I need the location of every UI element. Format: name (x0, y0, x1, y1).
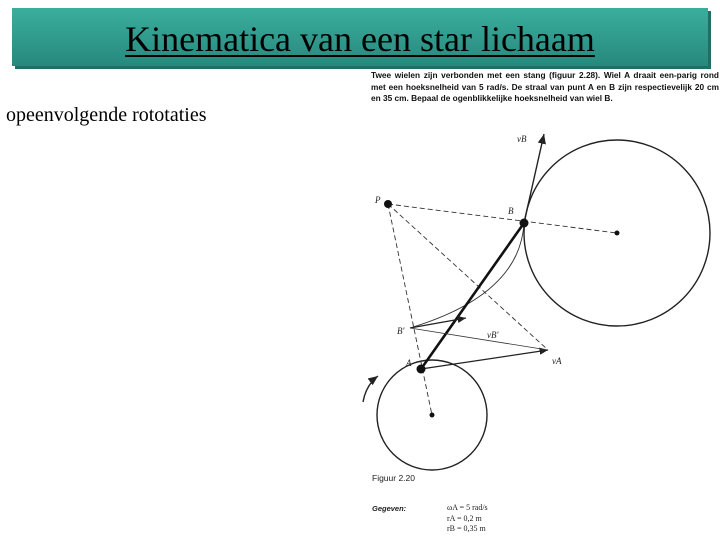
vector-va (421, 350, 548, 369)
connecting-rod (421, 223, 524, 369)
center-b (615, 231, 620, 236)
label-vb-prime: vB' (487, 330, 499, 340)
given-r-a: rA = 0,2 m (447, 513, 482, 523)
label-b: B (508, 206, 514, 216)
rotation-arrow-icon (363, 376, 378, 402)
label-p: P (375, 195, 381, 205)
given-label: Gegeven: (372, 504, 407, 513)
vector-vb-prime (410, 318, 466, 328)
given-omega-a: ωA = 5 rad/s (447, 503, 488, 512)
label-va: vA (552, 356, 562, 366)
subtitle: opeenvolgende rototaties (6, 104, 207, 126)
point-b (520, 219, 529, 228)
given-values (447, 503, 488, 535)
page-title: Kinematica van een star lichaam (125, 19, 595, 59)
figure-caption: Figuur 2.20 (372, 473, 415, 483)
given-r-b: rB = 0,35 m (447, 524, 486, 533)
label-vb: vB (517, 134, 527, 144)
center-a (430, 413, 435, 418)
dashed-line-p-a (388, 204, 432, 415)
point-p (384, 200, 392, 208)
label-a: A (406, 358, 412, 368)
problem-statement: Twee wielen zijn verbonden met een stang (figuur 2.28). Wiel A draait een-parig rond met een hoeksnelheid van 5 rad/s. De straal van punt A en B zijn respectievelijk 20 cm en 35 cm. Bepaal de ogenblikkelijke hoeksnelheid van wiel B. (371, 70, 719, 104)
dashed-line-p-b (388, 204, 617, 233)
point-a (417, 365, 426, 374)
label-b-prime: B' (397, 326, 405, 336)
